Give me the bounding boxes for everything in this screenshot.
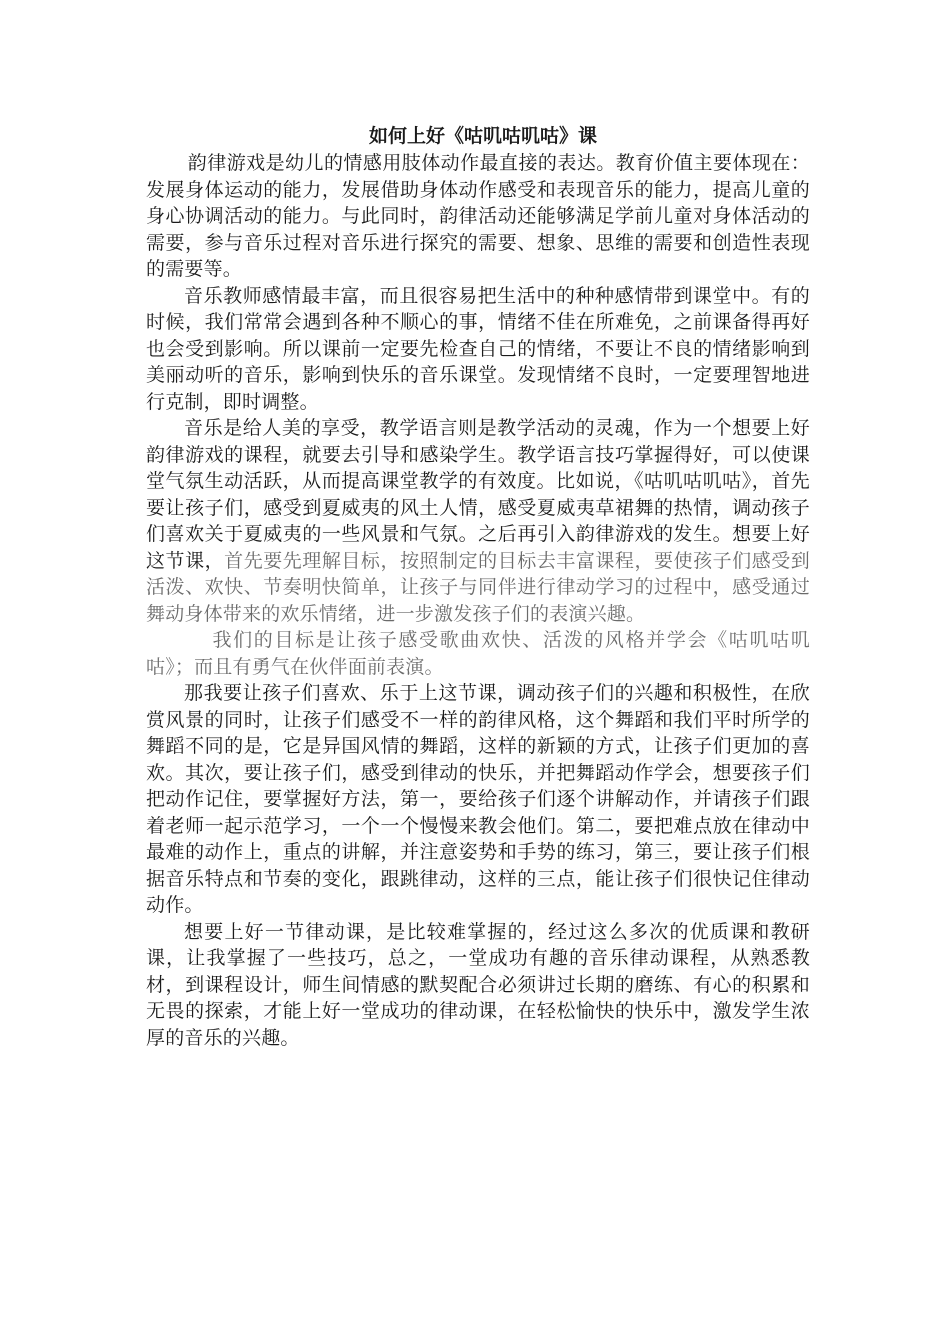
paragraph-3 xyxy=(146,415,810,627)
paragraph-5: 那我要让孩子们喜欢、乐于上这节课，调动孩子们的兴趣和积极性，在欣赏风景的同时，让孩子们感受不一样的韵律风格，这个舞蹈和我们平时所学的舞蹈不同的是，它是异国风情的舞蹈，这样的新颖的方式，让孩子们更加的喜欢。其次，要让孩子们，感受到律动的快乐，并把舞蹈动作学会，想要孩子们把动作记住，要掌握好方法，第一，要给孩子们逐个讲解动作，并请孩子们跟着老师一起示范学习，一个一个慢慢来教会他们。第二，要把难点放在律动中最难的动作上，重点的讲解，并注意姿势和手势的练习，第三，要让孩子们根据音乐特点和节奏的变化，跟跳律动，这样的三点，能让孩子们很快记住律动动作。 xyxy=(146,682,810,916)
paragraph-3-main: 音乐是给人美的享受，教学语言则是教学活动的灵魂，作为一个想要上好韵律游戏的课程，就要去引导和感染学生。教学语言技巧掌握得好，可以使课堂气氛生动活跃，从而提高课堂教学的有效度。比如说，《咕叽咕叽咕》，首先要让孩子们，感受到夏威夷的风土人情，感受夏威夷草裙舞的热情，调动孩子们喜欢关于夏威夷的一些风景和气氛。之后再引入韵律游戏的发生。想要上好这节课， xyxy=(146,417,810,572)
paragraph-4: 我们的目标是让孩子感受歌曲欢快、活泼的风格并学会《咕叽咕叽咕》；而且有勇气在伙伴面前表演。 xyxy=(146,629,810,678)
paragraph-2: 音乐教师感情最丰富，而且很容易把生活中的种种感情带到课堂中。有的时候，我们常常会遇到各种不顺心的事，情绪不佳在所难免，之前课备得再好也会受到影响。所以课前一定要先检查自己的情绪，不要让不良的情绪影响到美丽动听的音乐，影响到快乐的音乐课堂。发现情绪不良时，一定要理智地进行克制，即时调整。 xyxy=(146,284,810,413)
paragraph-1: 韵律游戏是幼儿的情感用肢体动作最直接的表达。教育价值主要体现在：发展身体运动的能力，发展借助身体动作感受和表现音乐的能力，提高儿童的身心协调活动的能力。与此同时，韵律活动还能够满足学前儿童对身体活动的需要，参与音乐过程对音乐进行探究的需要、想象、思维的需要和创造性表现的需要等。 xyxy=(146,152,810,280)
document-page xyxy=(146,122,810,1051)
paragraph-6: 想要上好一节律动课，是比较难掌握的，经过这么多次的优质课和教研课，让我掌握了一些技巧，总之，一堂成功有趣的音乐律动课程，从熟悉教材，到课程设计，师生间情感的默契配合必须讲过长期的磨练、有心的积累和无畏的探索，才能上好一堂成功的律动课，在轻松愉快的快乐中，激发学生浓厚的音乐的兴趣。 xyxy=(146,920,810,1049)
document-title: 如何上好《咕叽咕叽咕》课 xyxy=(368,125,597,147)
paragraph-3-gray: 首先要先理解目标，按照制定的目标去丰富课程，要使孩子们感受到活泼、欢快、节奏明快简单，让孩子与同伴进行律动学习的过程中，感受通过舞动身体带来的欢乐情绪，进一步激发孩子们的表演兴趣。 xyxy=(146,549,810,625)
